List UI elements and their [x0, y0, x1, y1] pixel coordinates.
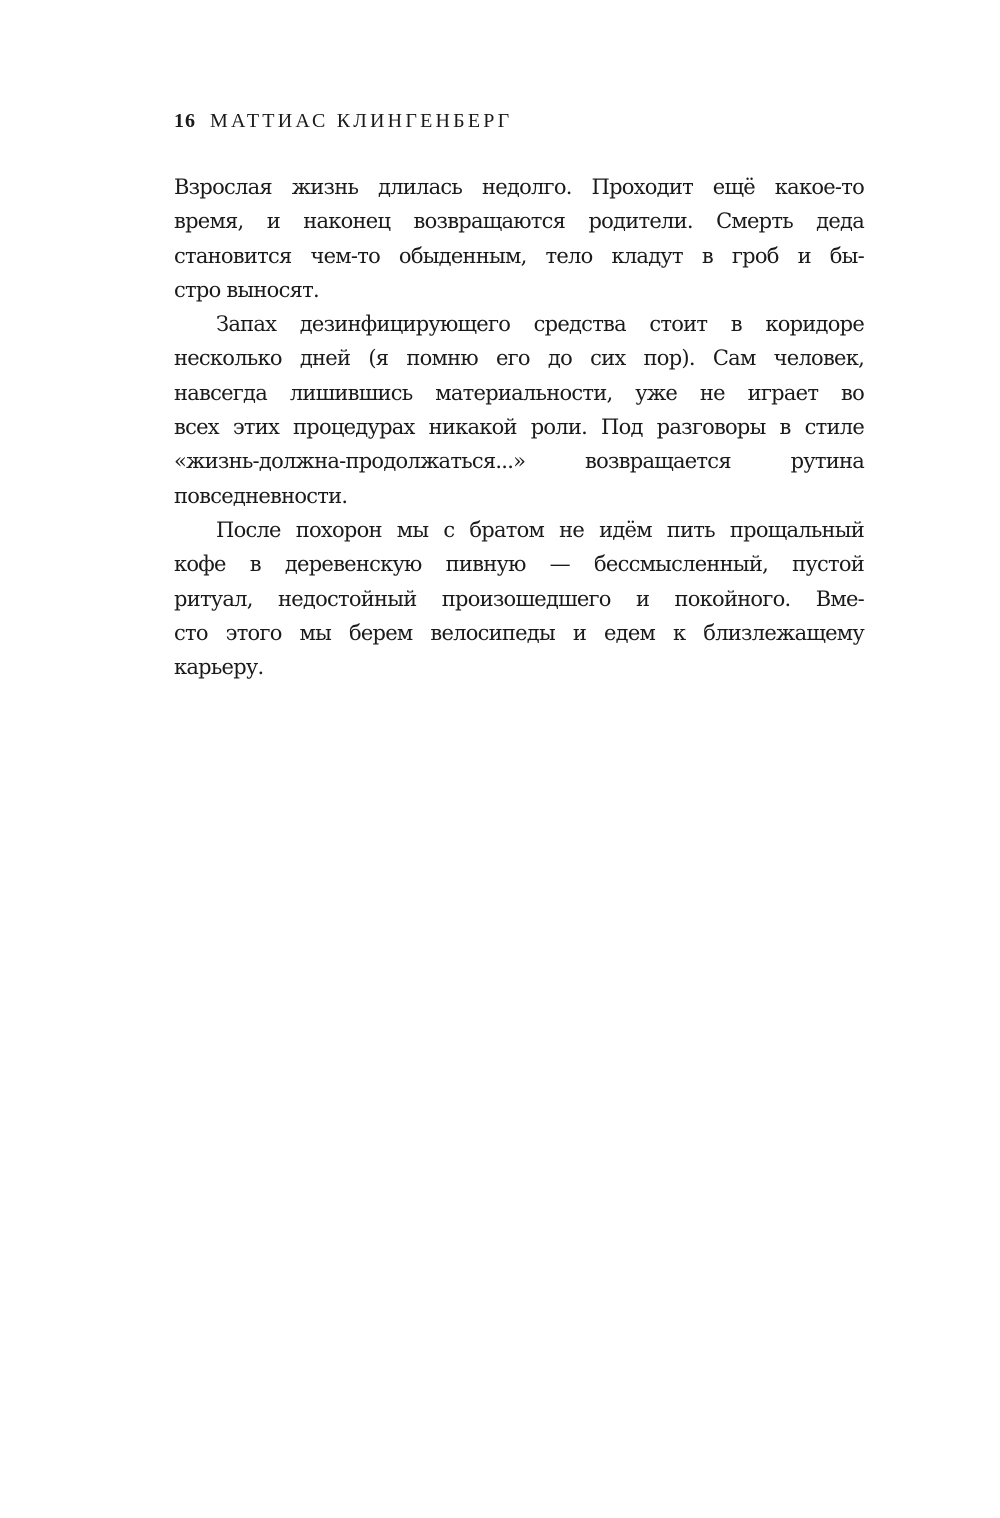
text-line: Запах дезинфицирующего средства стоит в коридоре [216, 312, 864, 337]
body-text [174, 170, 864, 684]
text-line: несколько дней (я помню его до сих пор). Сам человек, [174, 346, 864, 371]
text-line: всех этих процедурах никакой роли. Под разговоры в стиле [174, 415, 864, 440]
text-line: Взрослая жизнь длилась недолго. Проходит ещё какое-то [174, 175, 864, 199]
text-line: время, и наконец возвращаются родители. Смерть деда [174, 209, 864, 234]
running-head [174, 110, 864, 142]
text-line: повседневности. [174, 483, 348, 508]
text-line: навсегда лишившись материальности, уже не играет во [174, 380, 864, 405]
text-line: сто этого мы берем велосипеды и едем к близлежащему [174, 620, 864, 645]
text-line: «жизнь-должна-продолжаться...» возвращается рутина [174, 449, 864, 474]
author-name: МАТТИАС КЛИНГЕНБЕРГ [210, 110, 513, 132]
paragraph-3 [174, 513, 864, 684]
paragraph-1 [174, 170, 864, 307]
text-line: кофе в деревенскую пивную — бессмысленный, пустой [174, 552, 864, 577]
page-number: 16 [174, 110, 196, 132]
text-line: ритуал, недостойный произошедшего и покойного. Вме- [174, 586, 864, 611]
text-line: стро выносят. [174, 277, 319, 302]
text-line: карьеру. [174, 655, 264, 680]
text-line: После похорон мы с братом не идём пить прощальный [216, 517, 864, 542]
paragraph-2 [174, 307, 864, 513]
text-line: становится чем-то обыденным, тело кладут в гроб и бы- [174, 243, 864, 268]
